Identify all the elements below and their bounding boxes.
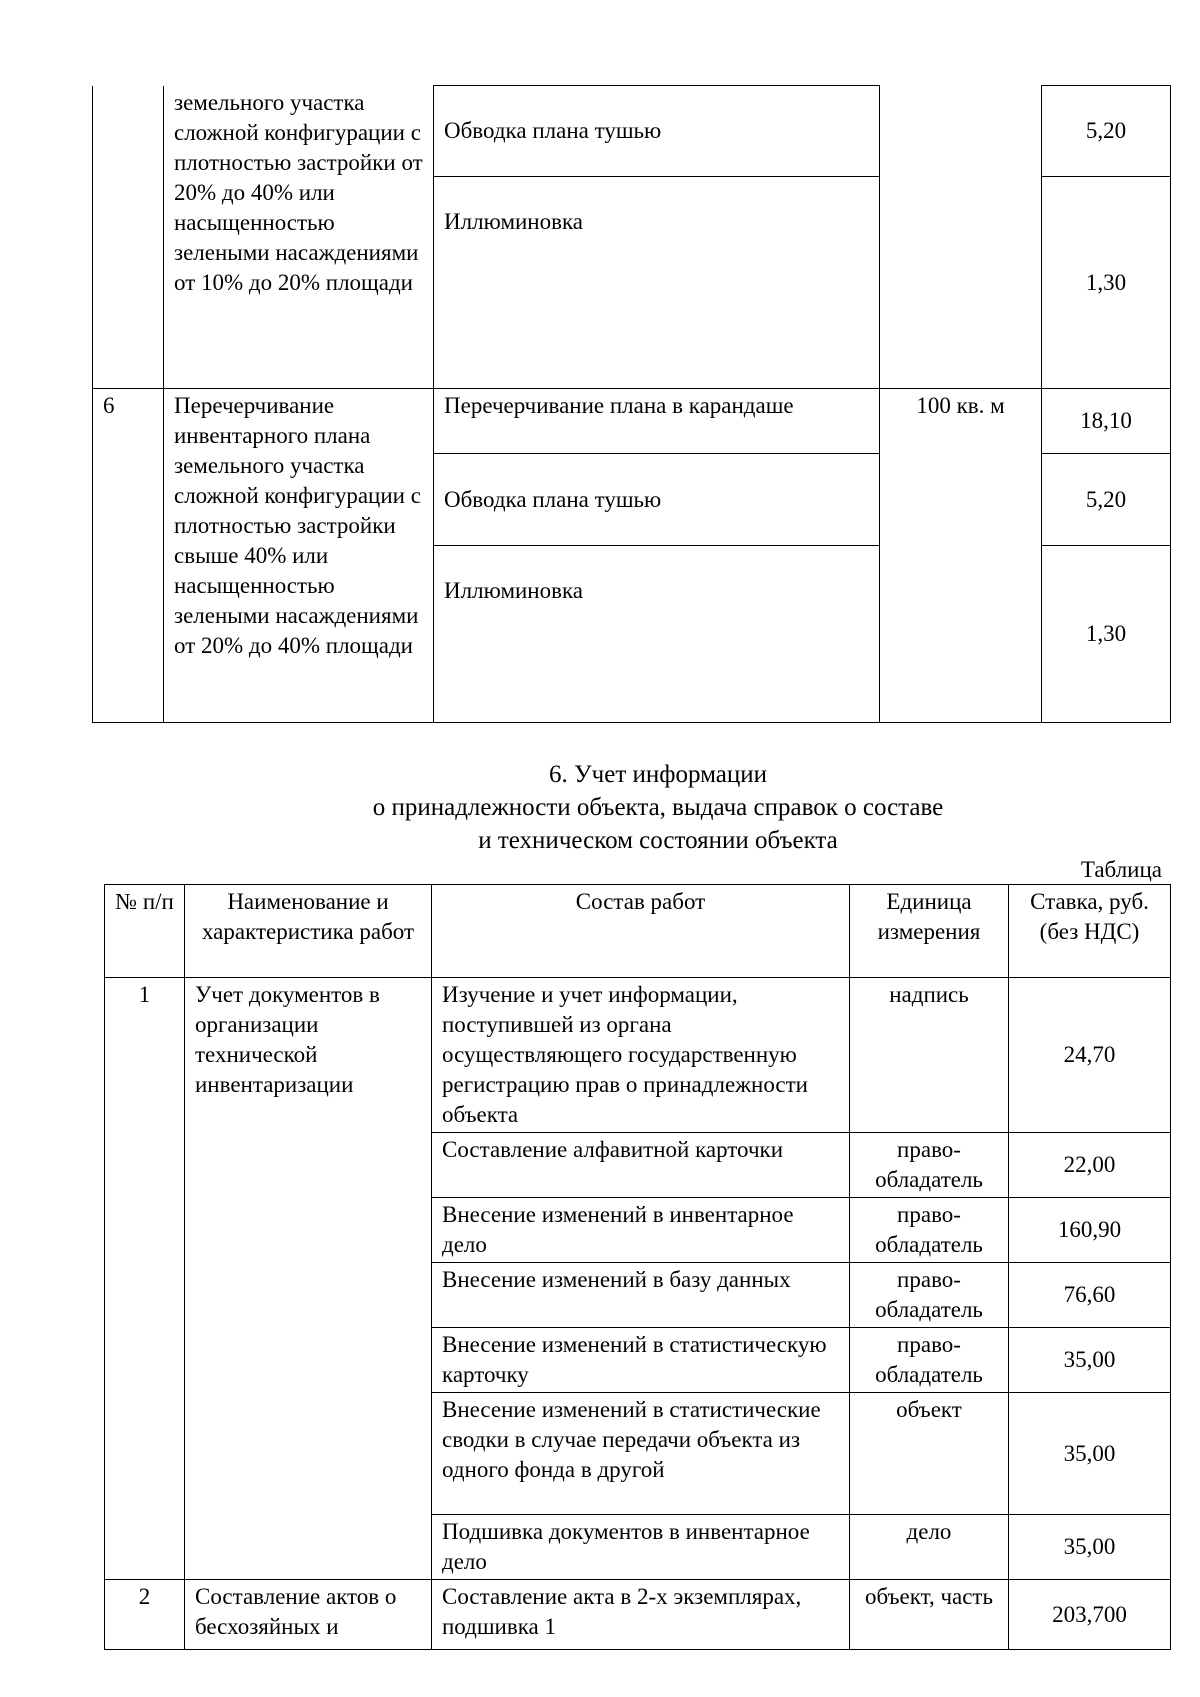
rate-cell: 35,00 — [1009, 1328, 1171, 1393]
work-composition-cell: Изучение и учет информации, поступившей из органа осуществляющего государственную регистрацию прав о принадлежности объекта — [432, 978, 850, 1133]
table-row — [105, 1580, 1171, 1650]
work-composition-cell: Обводка плана тушью — [434, 86, 880, 177]
header-unit: Единица измерения — [850, 885, 1009, 978]
rate-cell: 35,00 — [1009, 1393, 1171, 1515]
work-name-cell: Перечерчивание инвентарного плана земельного участка сложной конфигурации с плотностью застройки свыше 40% или насыщенностью зелеными насаждениями от 20% до 40% площади — [164, 389, 434, 723]
section-heading-line-2: о принадлежности объекта, выдача справок о составе — [372, 794, 944, 821]
table-row — [105, 978, 1171, 1133]
unit-cell: объект, часть — [850, 1580, 1009, 1650]
rate-cell: 1,30 — [1042, 177, 1171, 389]
header-composition: Состав работ — [432, 885, 850, 978]
work-composition-cell: Внесение изменений в базу данных — [432, 1263, 850, 1328]
unit-cell: 100 кв. м — [880, 389, 1042, 723]
work-composition-cell: Составление акта в 2-х экземплярах, подшивка 1 — [432, 1580, 850, 1650]
work-name-cell: Составление актов о бесхозяйных и — [185, 1580, 432, 1650]
work-name-cell: земельного участка сложной конфигурации с плотностью застройки от 20% до 40% или насыщенностью зелеными насаждениями от 10% до 20% площади — [164, 86, 434, 389]
unit-cell: право-обладатель — [850, 1133, 1009, 1198]
table-row — [93, 86, 1171, 177]
work-composition-cell: Перечерчивание плана в карандаше — [434, 389, 880, 454]
row-number-cell: 1 — [105, 978, 185, 1580]
header-rate: Ставка, руб. (без НДС) — [1009, 885, 1171, 978]
work-composition-cell: Обводка плана тушью — [434, 454, 880, 546]
section-6-table — [104, 884, 1171, 1650]
row-number-cell: 2 — [105, 1580, 185, 1650]
table-caption: Таблица — [1080, 857, 1162, 882]
rate-cell: 203,700 — [1009, 1580, 1171, 1650]
rate-cell: 5,20 — [1042, 86, 1171, 177]
rate-cell: 24,70 — [1009, 978, 1171, 1133]
unit-cell: право-обладатель — [850, 1198, 1009, 1263]
rate-cell: 22,00 — [1009, 1133, 1171, 1198]
rate-cell: 5,20 — [1042, 454, 1171, 546]
section-heading-line-3: и техническом состоянии объекта — [478, 827, 838, 854]
work-name-cell: Учет документов в организации технической инвентаризации — [185, 978, 432, 1580]
table-row — [93, 389, 1171, 454]
work-composition-cell: Внесение изменений в инвентарное дело — [432, 1198, 850, 1263]
unit-cell: дело — [850, 1515, 1009, 1580]
rate-cell: 18,10 — [1042, 389, 1171, 454]
unit-cell: надпись — [850, 978, 1009, 1133]
continuation-table — [92, 85, 1171, 723]
rate-cell: 76,60 — [1009, 1263, 1171, 1328]
work-composition-cell: Составление алфавитной карточки — [432, 1133, 850, 1198]
unit-cell: объект — [850, 1393, 1009, 1515]
rate-cell: 1,30 — [1042, 546, 1171, 723]
work-composition-cell: Внесение изменений в статистические сводки в случае передачи объекта из одного фонда в другой — [432, 1393, 850, 1515]
unit-cell — [880, 86, 1042, 389]
work-composition-cell: Внесение изменений в статистическую карточку — [432, 1328, 850, 1393]
header-row — [105, 885, 1171, 978]
work-composition-cell: Иллюминовка — [434, 177, 880, 389]
rate-cell: 160,90 — [1009, 1198, 1171, 1263]
header-name: Наименование и характеристика работ — [185, 885, 432, 978]
work-composition-cell: Иллюминовка — [434, 546, 880, 723]
header-num: № п/п — [105, 885, 185, 978]
row-number-cell — [93, 86, 164, 389]
rate-cell: 35,00 — [1009, 1515, 1171, 1580]
row-number-cell: 6 — [93, 389, 164, 723]
unit-cell: право-обладатель — [850, 1263, 1009, 1328]
section-heading-line-1: 6. Учет информации — [548, 761, 767, 788]
work-composition-cell: Подшивка документов в инвентарное дело — [432, 1515, 850, 1580]
unit-cell: право-обладатель — [850, 1328, 1009, 1393]
